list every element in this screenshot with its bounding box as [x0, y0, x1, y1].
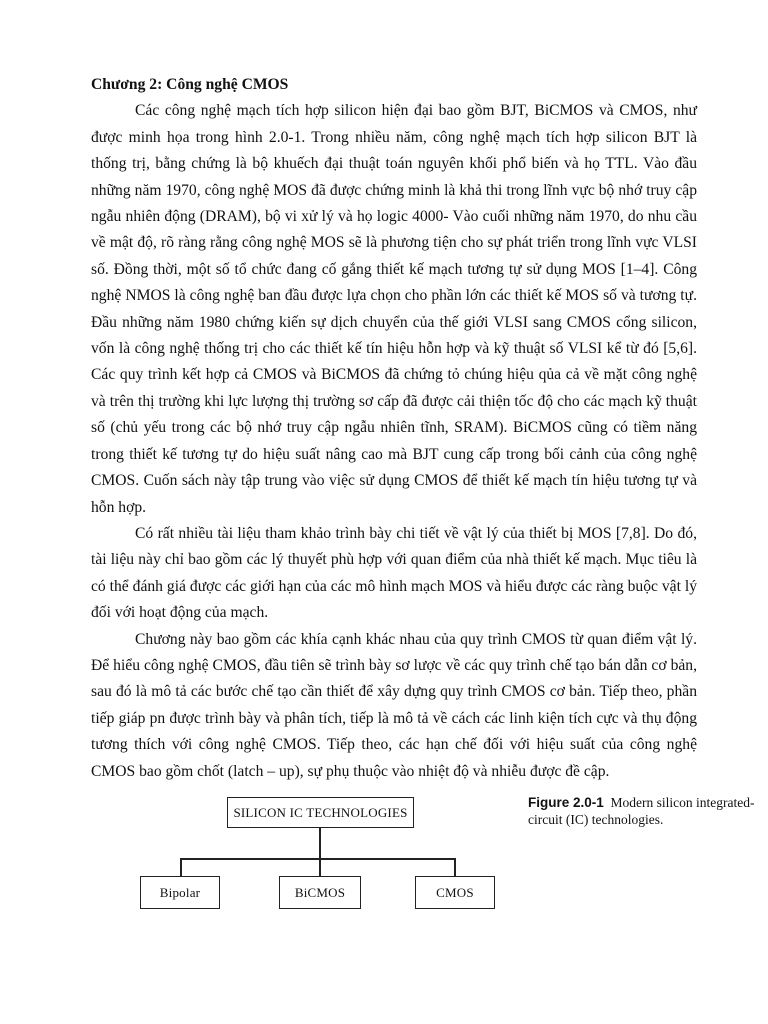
child-node-bipolar: Bipolar — [140, 876, 220, 909]
root-node: SILICON IC TECHNOLOGIES — [227, 797, 414, 828]
connector-left-vertical — [180, 858, 182, 877]
connector-root-vertical — [319, 828, 321, 859]
figure-number: Figure 2.0-1 — [528, 795, 604, 810]
connector-middle-vertical — [319, 858, 321, 877]
child-node-cmos: CMOS — [415, 876, 495, 909]
connector-right-vertical — [454, 858, 456, 877]
document-body — [91, 72, 697, 785]
figure-caption — [528, 794, 758, 828]
chapter-heading: Chương 2: Công nghệ CMOS — [91, 76, 289, 93]
paragraph-2: Có rất nhiều tài liệu tham khảo trình bày chi tiết về vật lý của thiết bị MOS [7,8]. Do đó, tài liệu này chỉ bao gồm các lý thuyết phù hợp với quan điểm của nhà thiết kế mạch. Mục tiêu là có thể đánh giá được các giới hạn của các mô hình mạch MOS và hiểu được các ràng buộc vật lý đối với hoạt động của mạch. — [91, 524, 697, 622]
child-node-bicmos: BiCMOS — [279, 876, 361, 909]
connector-horizontal — [180, 858, 455, 860]
paragraph-1: Các công nghệ mạch tích hợp silicon hiện đại bao gồm BJT, BiCMOS và CMOS, như được minh họa trong hình 2.0-1. Trong nhiều năm, công nghệ mạch tích hợp silicon BJT là thống trị, bằng chứng là bộ khuếch đại thuật toán nguyên khối phổ biến và họ TTL. Vào đầu những năm 1970, công nghệ MOS đã được chứng minh là khả thi trong lĩnh vực bộ nhớ truy cập ngẫu nhiên động (DRAM), bộ vi xử lý và họ logic 4000- Vào cuối những năm 1970, do nhu cầu về mật độ, rõ ràng rằng công nghệ MOS sẽ là phương tiện cho sự phát triển trong lĩnh vực VLSI số. Đồng thời, một số tổ chức đang cố gắng thiết kế mạch tương tự sử dụng MOS [1–4]. Công nghệ NMOS là công nghệ ban đầu được lựa chọn cho phần lớn các thiết kế MOS số và tương tự. Đầu những năm 1980 chứng kiến sự dịch chuyển của thế giới VLSI sang CMOS cổng silicon, vốn là công nghệ thống trị cho các thiết kế tín hiệu hỗn hợp và kỹ thuật số VLSI kể từ đó [5,6]. Các quy trình kết hợp cả CMOS và BiCMOS đã chứng tỏ chúng hiệu qủa cả về mặt công nghệ và trên thị trường khi lực lượng thị trường sơ cấp đã được cải thiện tốc độ cho các mạch kỹ thuật số (chủ yếu trong các bộ nhớ truy cập ngẫu nhiên tĩnh, SRAM). BiCMOS cũng có tiềm năng trong thiết kế tương tự do hiệu suất nâng cao mà BJT cung cấp trong bối cảnh của công nghệ CMOS. Cuốn sách này tập trung vào việc sử dụng CMOS để thiết kế mạch tín hiệu tương tự và hỗn hợp. — [91, 102, 697, 516]
figure-caption-text: Modern silicon integrated-circuit (IC) technologies. — [528, 795, 755, 827]
paragraph-3: Chương này bao gồm các khía cạnh khác nhau của quy trình CMOS từ quan điểm vật lý. Để hiểu công nghệ CMOS, đầu tiên sẽ trình bày sơ lược về các quy trình chế tạo bán dẫn cơ bản, sau đó là mô tả các bước chế tạo cần thiết để xây dựng quy trình CMOS cơ bản. Tiếp theo, phần tiếp giáp pn được trình bày và phân tích, tiếp là mô tả về cách các linh kiện tích cực và thụ động tương thích với công nghệ CMOS. Tiếp theo, các hạn chế đối với hiệu suất của công nghệ CMOS bao gồm chốt (latch – up), sự phụ thuộc vào nhiệt độ và nhiễu được đề cập. — [91, 630, 697, 780]
